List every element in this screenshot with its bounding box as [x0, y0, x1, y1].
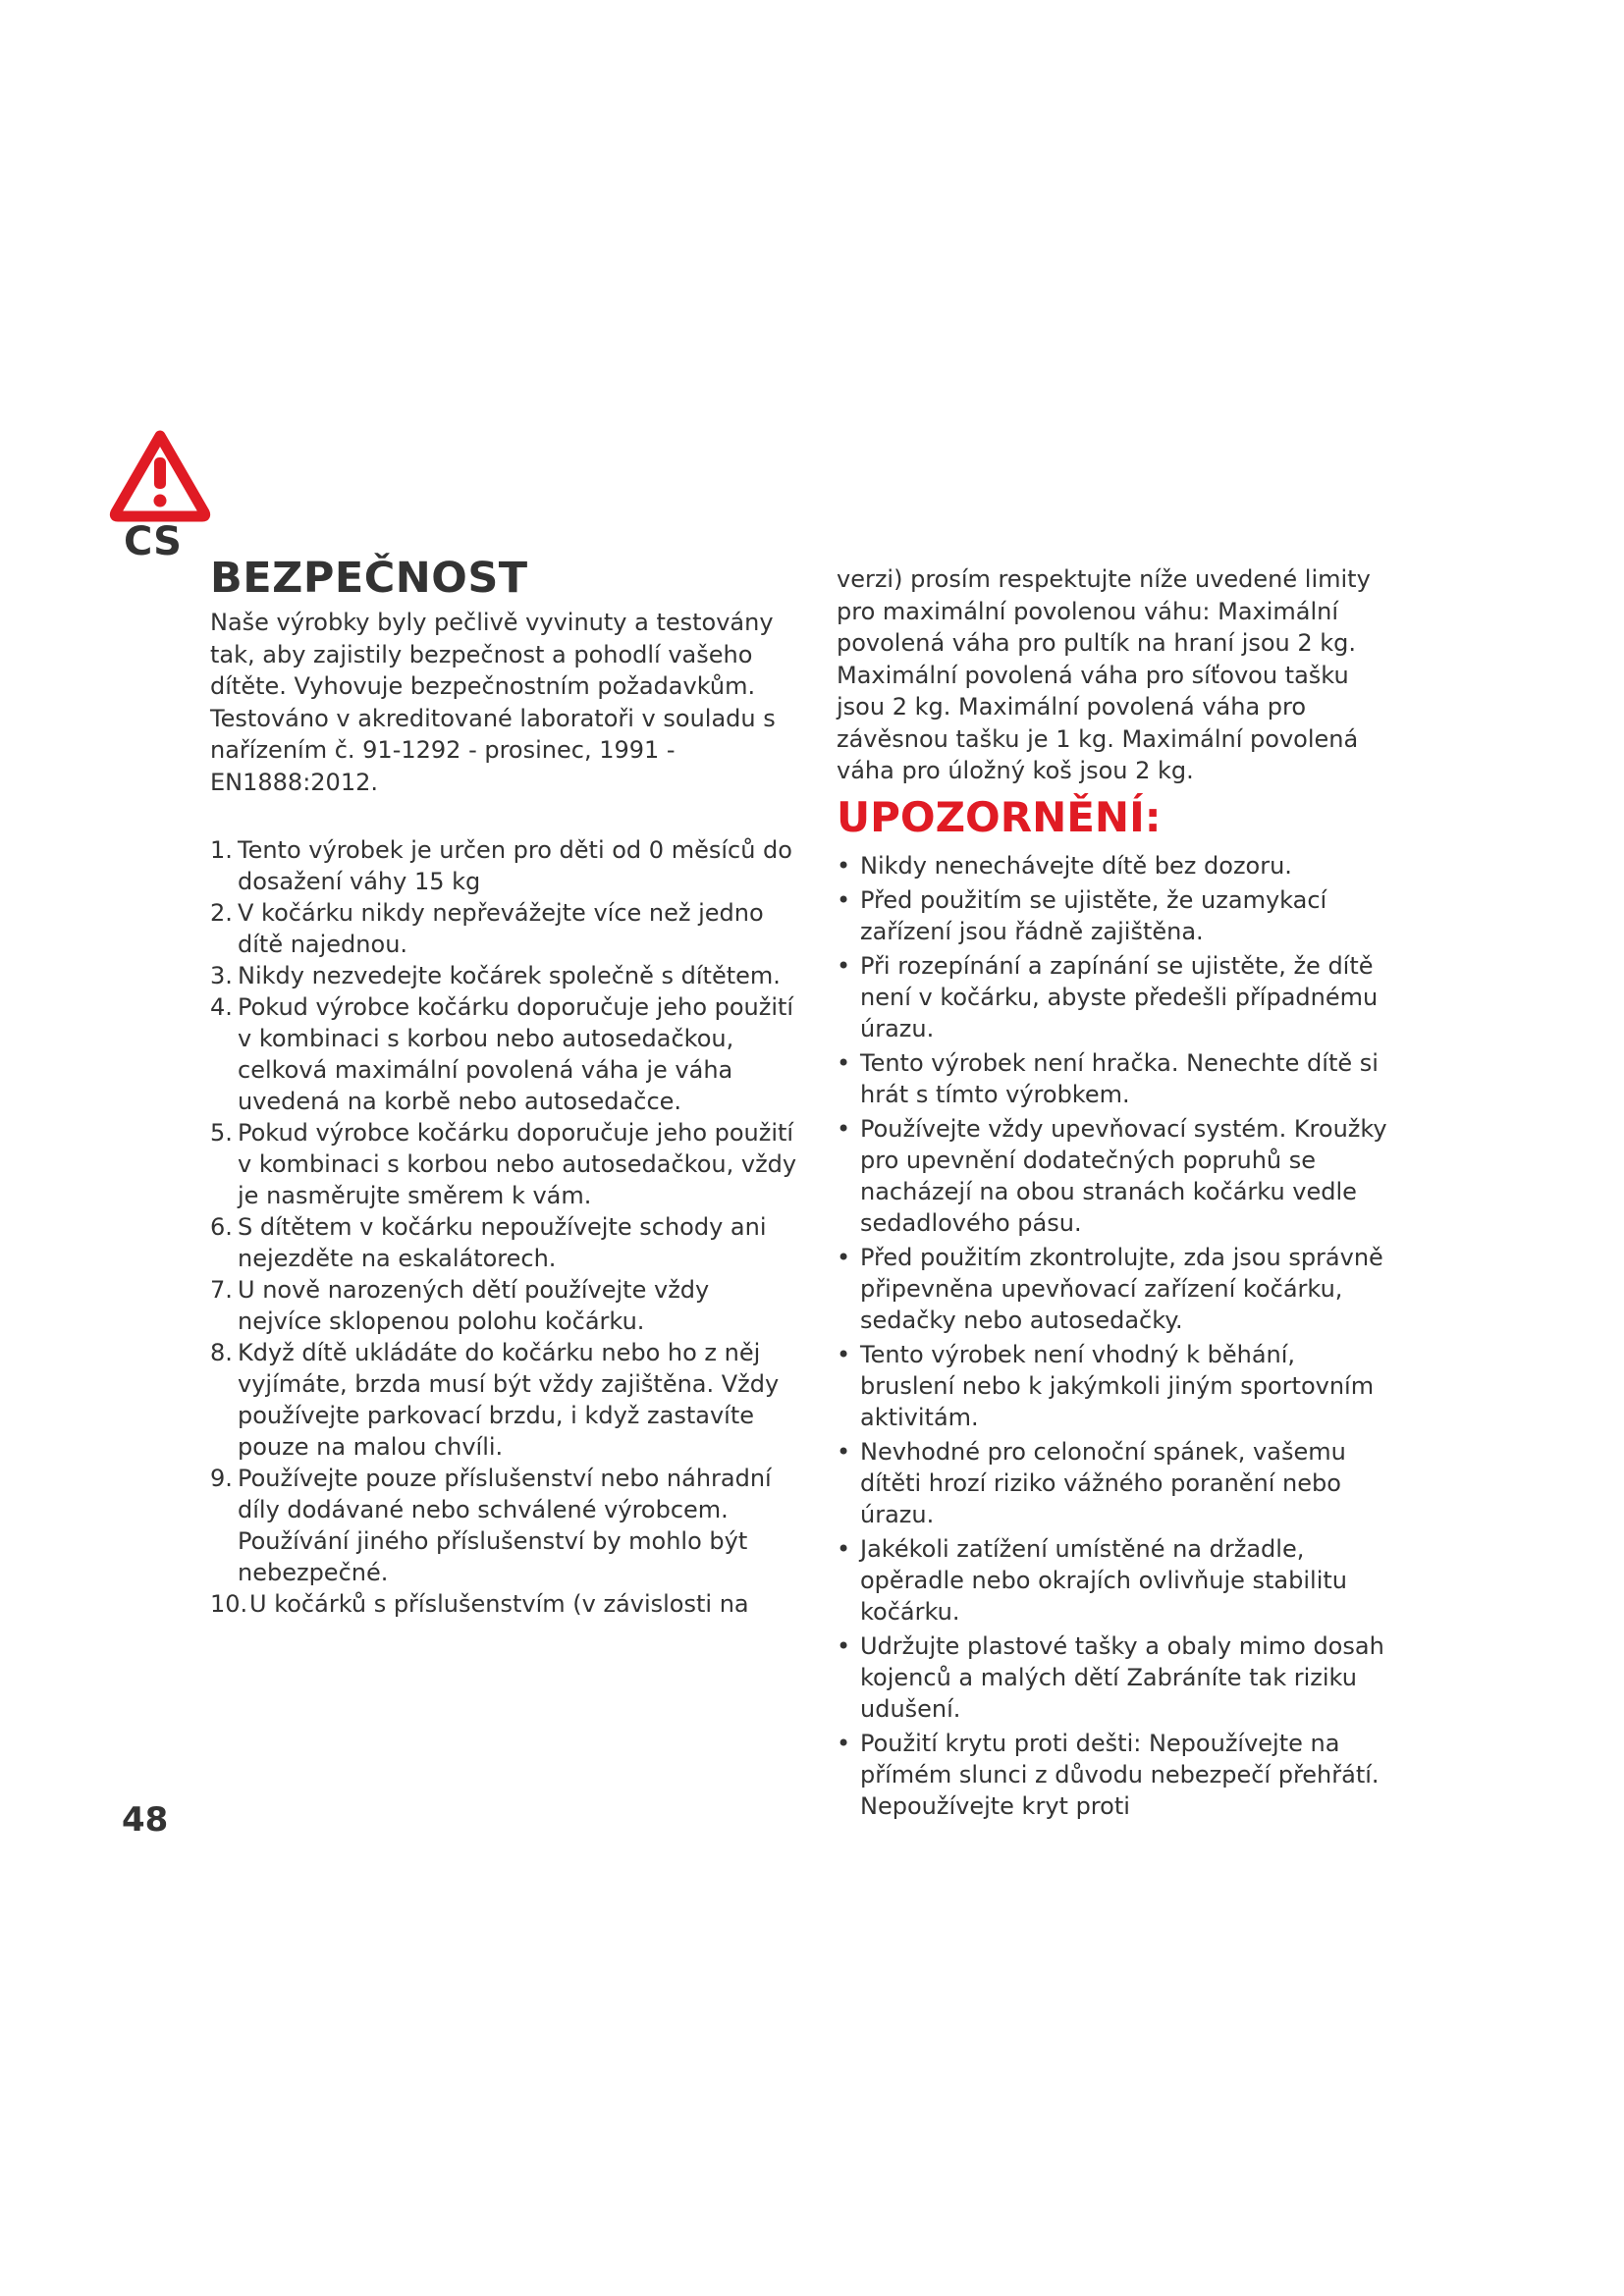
bullet-item: [837, 950, 1396, 1044]
bullet-glyph: •: [837, 1341, 851, 1368]
bullet-text: Před použitím se ujistěte, že uzamykací zařízení jsou řádně zajištěna.: [860, 886, 1327, 945]
bullet-item: [837, 1728, 1396, 1822]
item-text: U kočárků s příslušenstvím (v závislosti na: [249, 1590, 749, 1618]
item-text: Pokud výrobce kočárku doporučuje jeho použití v kombinaci s korbou nebo autosedačkou, celková maximální povolená váha je váha uvedená na korbě nebo autosedačce.: [238, 993, 794, 1115]
item-number: 3.: [210, 962, 233, 989]
item-number: 10.: [210, 1590, 248, 1618]
bullet-text: Použití krytu proti dešti: Nepoužívejte na přímém slunci z důvodu nebezpečí přehřátí. Nepoužívejte kryt proti: [860, 1730, 1380, 1820]
list-item: [210, 960, 799, 991]
bullet-item: [837, 1339, 1396, 1433]
item-text: Nikdy nezvedejte kočárek společně s dítětem.: [238, 962, 781, 989]
item-number: 6.: [210, 1213, 233, 1241]
list-item: [210, 991, 799, 1117]
bullet-text: Používejte vždy upevňovací systém. Kroužky pro upevnění dodatečných popruhů se nacházejí na obou stranách kočárku vedle sedadlového pásu.: [860, 1115, 1387, 1237]
bullet-glyph: •: [837, 1438, 851, 1466]
item-text: Když dítě ukládáte do kočárku nebo ho z něj vyjímáte, brzda musí být vždy zajištěna. Vždy používejte parkovací brzdu, i když zastavíte pouze na malou chvíli.: [238, 1339, 780, 1461]
item-number: 5.: [210, 1119, 233, 1147]
list-item: [210, 1274, 799, 1337]
bullet-text: Tento výrobek není vhodný k běhání, bruslení nebo k jakýmkoli jiným sportovním aktivitám.: [860, 1341, 1375, 1431]
item-number: 2.: [210, 899, 233, 927]
bullet-glyph: •: [837, 1632, 851, 1660]
warning-triangle-icon: [108, 428, 212, 522]
bullet-item: [837, 1047, 1396, 1110]
bullet-text: Tento výrobek není hračka. Nenechte dítě si hrát s tímto výrobkem.: [860, 1049, 1379, 1108]
item-text: Pokud výrobce kočárku doporučuje jeho použití v kombinaci s korbou nebo autosedačkou, vždy je nasměrujte směrem k vám.: [238, 1119, 797, 1209]
item-number: 8.: [210, 1339, 233, 1366]
bullet-text: Nevhodné pro celonoční spánek, vašemu dítěti hrozí riziko vážného poranění nebo úrazu.: [860, 1438, 1346, 1528]
list-item: [210, 897, 799, 960]
bullet-glyph: •: [837, 886, 851, 914]
bullet-text: Udržujte plastové tašky a obaly mimo dosah kojenců a malých dětí Zabráníte tak riziku udušení.: [860, 1632, 1384, 1723]
bullet-text: Nikdy nenechávejte dítě bez dozoru.: [860, 852, 1292, 880]
bullet-glyph: •: [837, 1730, 851, 1757]
intro-paragraph: Naše výrobky byly pečlivě vyvinuty a testovány tak, aby zajistily bezpečnost a pohodlí vašeho dítěte. Vyhovuje bezpečnostním požadavkům. Testováno v akreditované laboratoři v souladu s nařízením č. 91-1292 - prosinec, 1991 - EN1888:2012.: [210, 609, 776, 796]
item-text: Používejte pouze příslušenství nebo náhradní díly dodávané nebo schválené výrobcem. Používání jiného příslušenství by mohlo být nebezpečné.: [238, 1465, 772, 1586]
list-item: [210, 1463, 799, 1588]
item-text: Tento výrobek je určen pro děti od 0 měsíců do dosažení váhy 15 kg: [238, 836, 792, 895]
list-item: [210, 1211, 799, 1274]
list-item: [210, 834, 799, 897]
bullet-text: Jakékoli zatížení umístěné na držadle, opěradle nebo okrajích ovlivňuje stabilitu kočárku.: [860, 1535, 1347, 1626]
continuation-paragraph: verzi) prosím respektujte níže uvedené limity pro maximální povolenou váhu: Maximální povolená váha pro pultík na hraní jsou 2 kg. Maximální povolená váha pro síťovou tašku jsou 2 kg. Maximální povolená váha pro závěsnou tašku je 1 kg. Maximální povolená váha pro úložný koš jsou 2 kg.: [837, 565, 1371, 784]
bullet-text: Při rozepínání a zapínání se ujistěte, že dítě není v kočárku, abyste předešli případnému úrazu.: [860, 952, 1379, 1042]
numbered-safety-list: [210, 834, 799, 1620]
bullet-item: [837, 850, 1396, 881]
item-text: V kočárku nikdy nepřevážejte více než jedno dítě najednou.: [238, 899, 764, 958]
item-text: U nově narozených dětí používejte vždy nejvíce sklopenou polohu kočárku.: [238, 1276, 710, 1335]
bullet-glyph: •: [837, 1535, 851, 1563]
bullet-glyph: •: [837, 852, 851, 880]
item-number: 9.: [210, 1465, 233, 1492]
bullet-glyph: •: [837, 1049, 851, 1077]
bullet-item: [837, 1242, 1396, 1336]
bullet-item: [837, 1113, 1396, 1239]
bullet-glyph: •: [837, 952, 851, 980]
language-code: CS: [124, 519, 182, 564]
bullet-item: [837, 884, 1396, 947]
bullet-item: [837, 1630, 1396, 1725]
bullet-glyph: •: [837, 1115, 851, 1143]
warning-bullet-list: [837, 850, 1396, 1825]
page-number: 48: [122, 1800, 169, 1840]
warning-heading: UPOZORNĚNÍ:: [837, 793, 1162, 841]
item-number: 1.: [210, 836, 233, 864]
section-title: BEZPEČNOST: [210, 554, 528, 603]
list-item: [210, 1337, 799, 1463]
bullet-item: [837, 1436, 1396, 1530]
list-item: [210, 1117, 799, 1211]
bullet-item: [837, 1533, 1396, 1628]
list-item: [210, 1588, 799, 1620]
item-text: S dítětem v kočárku nepoužívejte schody ani nejezděte na eskalátorech.: [238, 1213, 767, 1272]
item-number: 7.: [210, 1276, 233, 1304]
bullet-text: Před použitím zkontrolujte, zda jsou správně připevněna upevňovací zařízení kočárku, sedačky nebo autosedačky.: [860, 1244, 1383, 1334]
bullet-glyph: •: [837, 1244, 851, 1271]
item-number: 4.: [210, 993, 233, 1021]
